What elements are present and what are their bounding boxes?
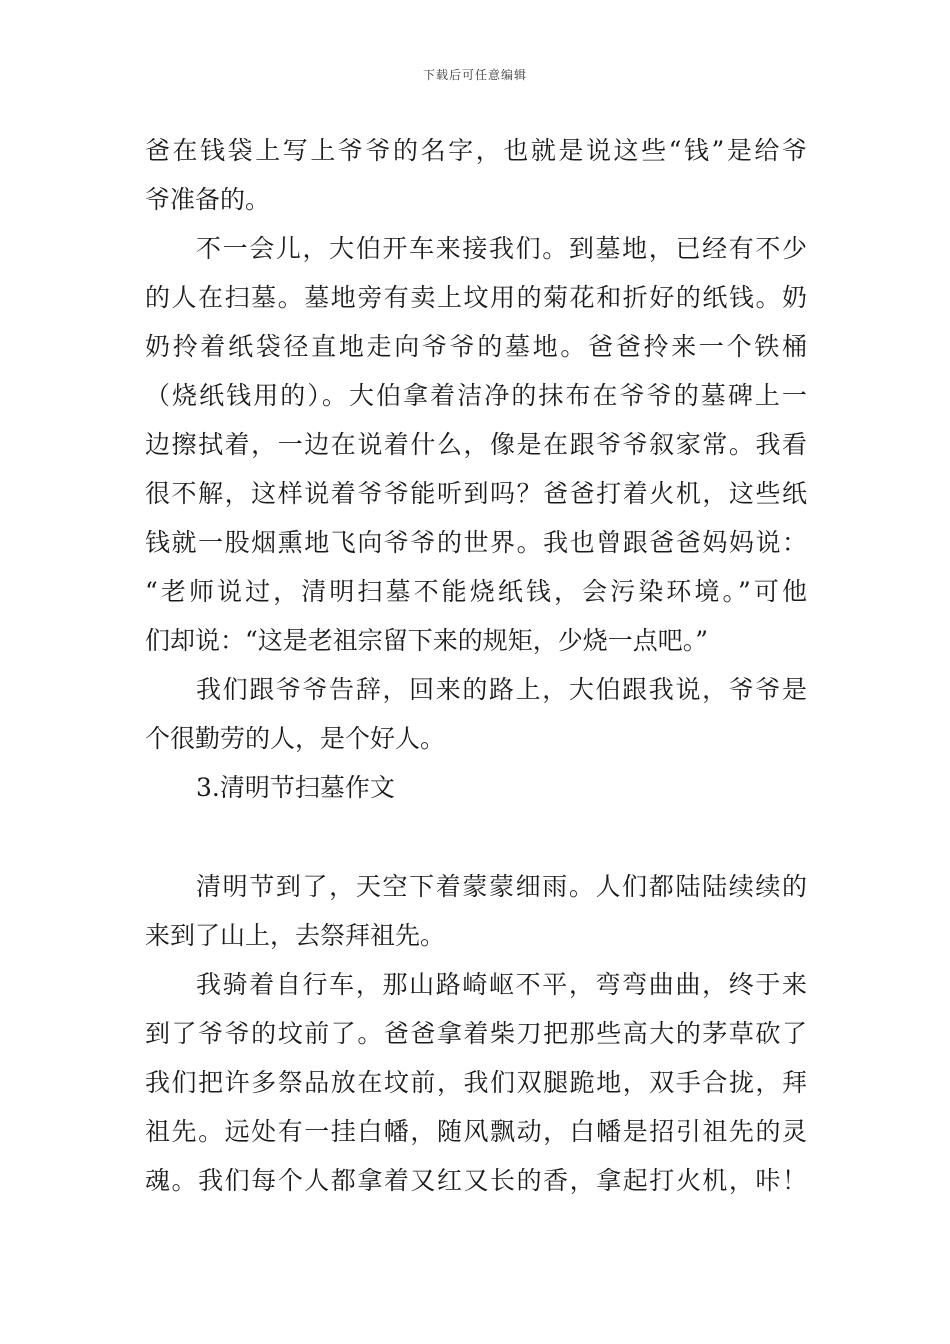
text-line: 很不解，这样说着爷爷能听到吗？爸爸打着火机，这些纸: [145, 479, 807, 508]
text-line: 奶拎着纸袋径直地走向爷爷的墓地。爸爸拎来一个铁桶: [145, 332, 807, 361]
text-line: 祖先。远处有一挂白幡，随风飘动，白幡是招引祖先的灵: [145, 1117, 807, 1146]
text-line: （烧纸钱用的）。大伯拿着洁净的抹布在爷爷的墓碑上一: [145, 381, 807, 410]
text-line: 边擦拭着，一边在说着什么，像是在跟爷爷叙家常。我看: [145, 430, 807, 459]
text-line: 来到了山上，去祭拜祖先。: [145, 921, 446, 950]
text-line: 钱就一股烟熏地飞向爷爷的世界。我也曾跟爸爸妈妈说：: [145, 528, 807, 557]
text-line: 我们把许多祭品放在坟前，我们双腿跪地，双手合拢，拜: [145, 1068, 807, 1097]
text-line: 不一会儿，大伯开车来接我们。到墓地，已经有不少: [196, 234, 807, 263]
text-line: 的人在扫墓。墓地旁有卖上坟用的菊花和折好的纸钱。奶: [145, 283, 807, 312]
text-line: 个很勤劳的人，是个好人。: [145, 724, 446, 753]
text-line: 们却说：“这是老祖宗留下来的规矩，少烧一点吧。”: [145, 626, 709, 655]
text-line: 爷准备的。: [145, 185, 271, 214]
text-line: 爸在钱袋上写上爷爷的名字，也就是说这些“钱”是给爷: [145, 136, 807, 165]
document-body: [145, 126, 807, 1205]
section-heading: 3.清明节扫墓作文: [196, 773, 395, 802]
text-line: “老师说过，清明扫墓不能烧纸钱，会污染环境。”可他: [145, 577, 807, 606]
text-line: 我骑着自行车，那山路崎岖不平，弯弯曲曲，终于来: [196, 970, 807, 999]
text-line: 到了爷爷的坟前了。爸爸拿着柴刀把那些高大的茅草砍了: [145, 1019, 807, 1048]
spacer: [145, 812, 807, 862]
text-line: 清明节到了，天空下着蒙蒙细雨。人们都陆陆续续的: [196, 872, 807, 901]
text-line: 魂。我们每个人都拿着又红又长的香，拿起打火机，咔！: [145, 1166, 807, 1195]
text-line: 我们跟爷爷告辞，回来的路上，大伯跟我说，爷爷是: [196, 675, 807, 704]
page-header: 下载后可任意编辑: [422, 68, 527, 82]
